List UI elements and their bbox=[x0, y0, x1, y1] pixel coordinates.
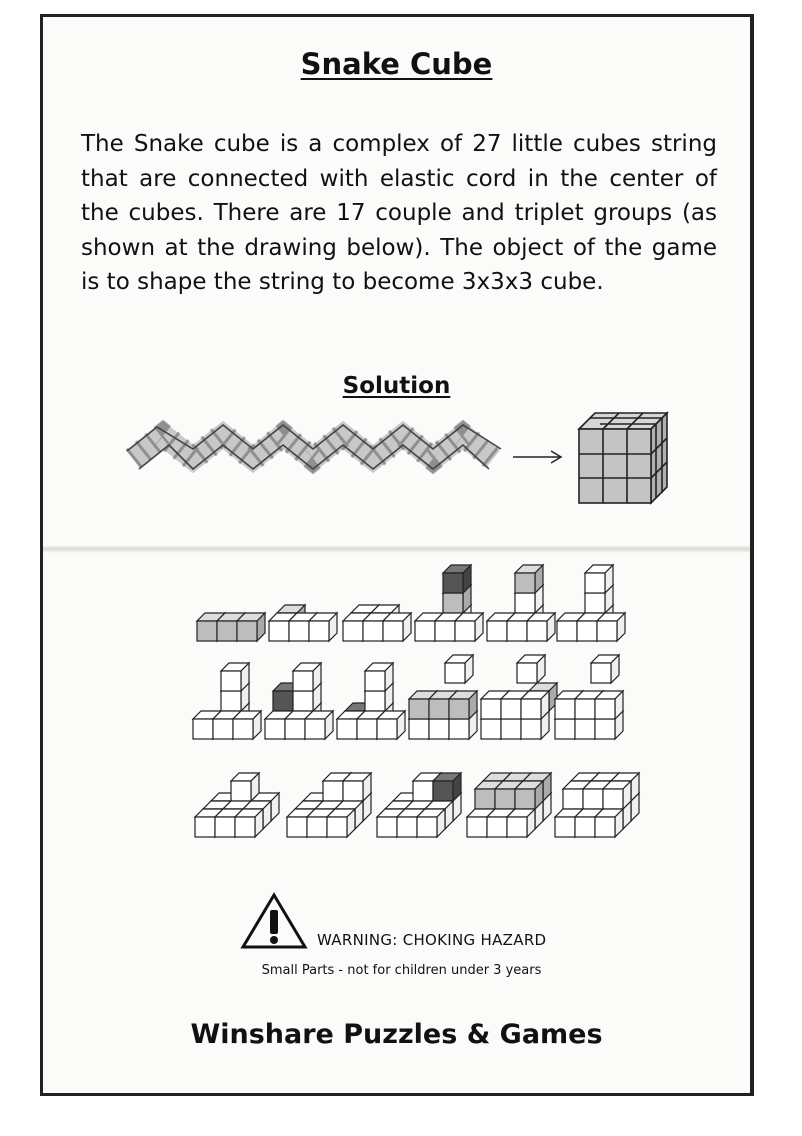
solution-step bbox=[557, 565, 625, 641]
unit-cube bbox=[449, 691, 477, 719]
unit-cube bbox=[327, 809, 355, 837]
unit-cube bbox=[515, 781, 543, 809]
unit-cube bbox=[585, 565, 613, 593]
page-title: Snake Cube bbox=[300, 47, 493, 81]
solution-step bbox=[487, 565, 555, 641]
unit-cube bbox=[383, 613, 411, 641]
unit-cube bbox=[237, 613, 265, 641]
unit-cube bbox=[231, 773, 259, 801]
unit-cube bbox=[235, 809, 263, 837]
unit-cube bbox=[433, 773, 461, 801]
instruction-sheet bbox=[40, 14, 754, 1096]
warning-text: WARNING: CHOKING HAZARD bbox=[317, 931, 547, 949]
solution-step bbox=[193, 663, 261, 739]
solution-step bbox=[415, 565, 483, 641]
solution-step bbox=[467, 773, 551, 837]
unit-cube bbox=[343, 773, 371, 801]
solution-step bbox=[265, 663, 333, 739]
unit-cube bbox=[591, 655, 619, 683]
solution-step bbox=[197, 613, 265, 641]
unit-cube bbox=[417, 809, 445, 837]
solution-step bbox=[409, 655, 477, 739]
unit-cube bbox=[443, 565, 471, 593]
right-arrow-icon bbox=[513, 451, 561, 463]
unit-cube bbox=[445, 655, 473, 683]
solution-step bbox=[555, 773, 639, 837]
unit-cube bbox=[293, 663, 321, 691]
brand-name: Winshare Puzzles & Games bbox=[190, 1019, 603, 1050]
solution-step bbox=[555, 655, 623, 739]
unit-cube bbox=[527, 613, 555, 641]
solution-heading: Solution bbox=[342, 373, 451, 399]
unit-cube bbox=[309, 613, 337, 641]
solution-step bbox=[337, 663, 405, 739]
unit-cube bbox=[595, 809, 623, 837]
unit-cube bbox=[597, 613, 625, 641]
unit-cube bbox=[221, 663, 249, 691]
intro-paragraph: The Snake cube is a complex of 27 little cubes string that are connected with elastic cord in the center of the cubes. There are 17 couple and triplet groups (as shown at the drawing below). The object of the game is to shape the string to become 3x3x3 cube. bbox=[81, 131, 717, 295]
unit-cube bbox=[521, 691, 549, 719]
unit-cube bbox=[233, 711, 261, 739]
unit-cube bbox=[377, 711, 405, 739]
unit-cube bbox=[517, 655, 545, 683]
unit-cube bbox=[305, 711, 333, 739]
unit-cube bbox=[515, 565, 543, 593]
unit-cube bbox=[595, 691, 623, 719]
solution-step bbox=[343, 605, 411, 641]
unit-cube bbox=[603, 781, 631, 809]
unit-cube bbox=[507, 809, 535, 837]
solution-step bbox=[269, 605, 337, 641]
solution-steps-grid bbox=[193, 565, 639, 837]
solution-illustration bbox=[43, 17, 757, 897]
unit-cube bbox=[365, 663, 393, 691]
completed-cube-drawing bbox=[579, 413, 667, 503]
unit-cube bbox=[455, 613, 483, 641]
solution-step bbox=[377, 773, 461, 837]
warning-triangle-icon bbox=[239, 889, 309, 953]
solution-step bbox=[195, 773, 279, 837]
solution-step bbox=[287, 773, 371, 837]
small-parts-notice: Small Parts - not for children under 3 years bbox=[261, 963, 542, 978]
solution-step bbox=[481, 655, 557, 739]
snake-chain-drawing bbox=[127, 425, 501, 469]
